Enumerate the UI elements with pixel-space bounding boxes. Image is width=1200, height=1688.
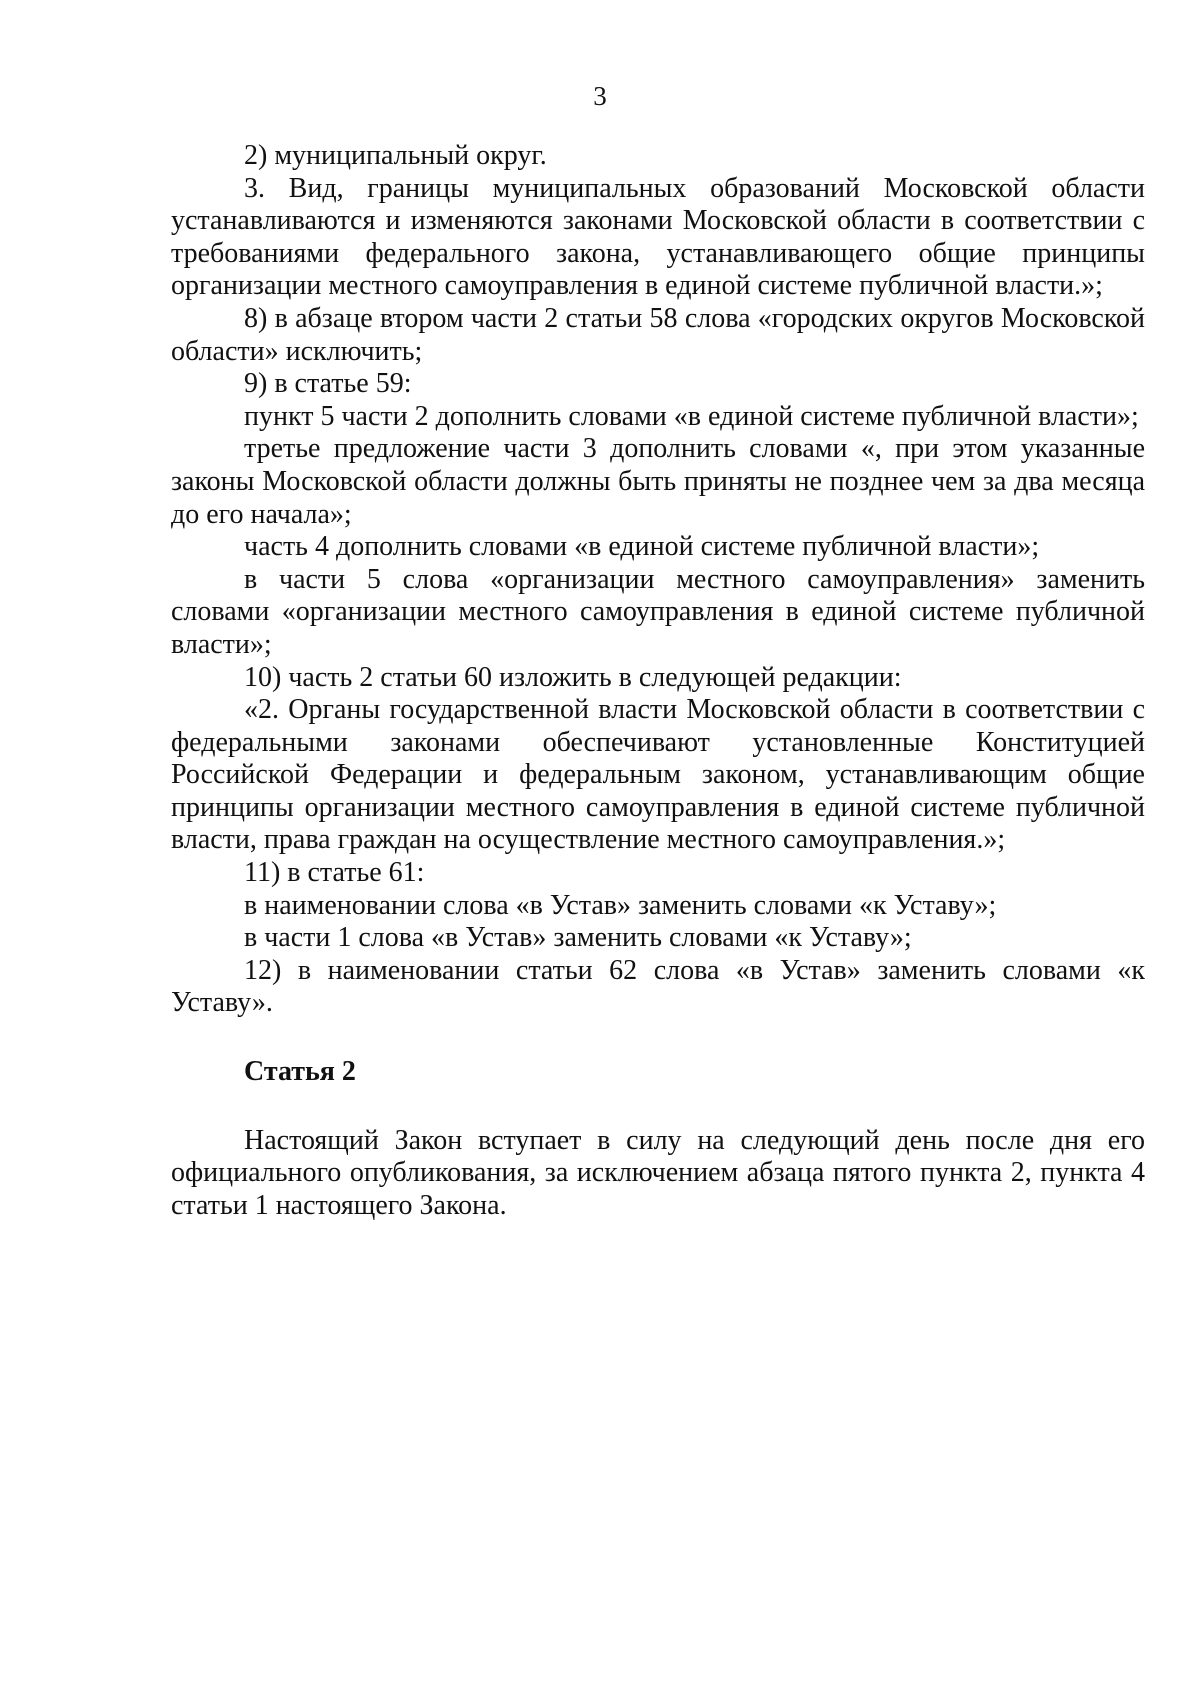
paragraph: Настоящий Закон вступает в силу на следующий день после дня его официального опубликования, за исключением абзаца пятого пункта 2, пункта 4 статьи 1 настоящего Закона. — [171, 1124, 1145, 1221]
paragraph: 3. Вид, границы муниципальных образований Московской области устанавливаются и изменяются законами Московской области в соответствии с требованиями федерального закона, устанавливающего общие принципы организации местного самоуправления в единой системе публичной власти.»; — [171, 172, 1145, 302]
paragraph: 2) муниципальный округ. — [244, 140, 547, 171]
paragraph: 9) в статье 59: — [244, 368, 412, 400]
paragraph: часть 4 дополнить словами «в единой системе публичной власти»; — [244, 531, 1040, 563]
paragraph: в части 1 слова «в Устав» заменить словами «к Уставу»; — [244, 922, 912, 954]
paragraph: 12) в наименовании статьи 62 слова «в Устав» заменить словами «к Уставу». — [171, 954, 1145, 1019]
paragraph: в наименовании слова «в Устав» заменить словами «к Уставу»; — [244, 889, 997, 921]
paragraph: в части 5 слова «организации местного самоуправления» заменить словами «организации местного самоуправления в единой системе публичной власти»; — [171, 563, 1145, 660]
paragraph: 10) часть 2 статьи 60 изложить в следующей редакции: — [244, 661, 902, 693]
document-body — [171, 140, 1145, 1222]
page-number: 3 — [593, 81, 607, 111]
article-heading: Статья 2 — [244, 1056, 356, 1088]
paragraph: пункт 5 части 2 дополнить словами «в единой системе публичной власти»; — [244, 400, 1139, 432]
paragraph: 11) в статье 61: — [244, 857, 425, 889]
paragraph: «2. Органы государственной власти Московской области в соответствии с федеральными законами обеспечивают установленные Конституцией Российской Федерации и федеральным законом, устанавливающим общие принципы организации местного самоуправления в единой системе публичной власти, права граждан на осуществление местного самоуправления.»; — [171, 694, 1145, 856]
paragraph: третье предложение части 3 дополнить словами «, при этом указанные законы Московской области должны быть приняты не позднее чем за два месяца до его начала»; — [171, 433, 1145, 530]
paragraph: 8) в абзаце втором части 2 статьи 58 слова «городских округов Московской области» исключить; — [171, 302, 1145, 367]
